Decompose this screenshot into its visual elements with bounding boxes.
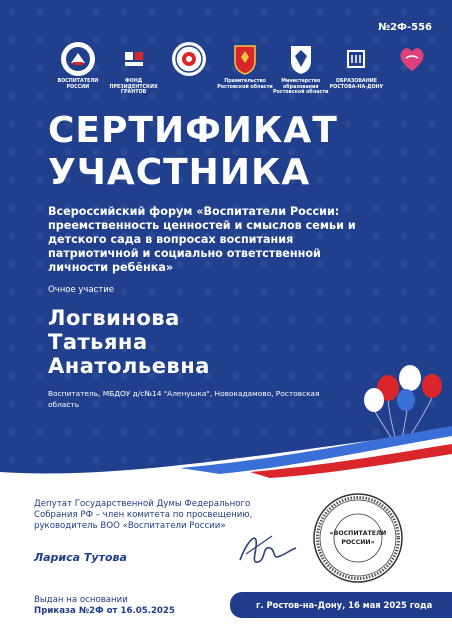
coat-of-arms-icon: [232, 43, 258, 75]
issue-basis-line2: Приказа №2Ф от 16.05.2025: [34, 606, 175, 616]
svg-text:РОССИИ»: РОССИИ»: [341, 539, 375, 546]
grants-fund-icon: [121, 46, 147, 72]
vospitateli-rossii-icon: [64, 45, 92, 73]
logo-caption: ОБРАЗОВАНИЕ РОСТОВА-НА-ДОНУ: [329, 79, 384, 90]
issue-basis-line1: Выдан на основании: [34, 595, 128, 605]
certificate-title-line1: СЕРТИФИКАТ: [48, 110, 338, 151]
participant-position: Воспитатель, МБДОУ д/с№14 "Аленушка", Новокадамово, Ростовская область: [48, 389, 320, 409]
vospitateli-rossii-logo: [50, 42, 106, 90]
partner-logos-row: [50, 42, 440, 104]
rostov-ministry-emblem: [273, 42, 329, 96]
rostov-education-logo: [329, 42, 385, 90]
logo-caption: ФОНД ПРЕЗИДЕНТСКИХ ГРАНТОВ: [109, 79, 158, 96]
city-date: г. Ростов-на-Дону, 16 мая 2025 года: [256, 600, 433, 610]
issue-basis: [34, 595, 175, 617]
certificate-title-line2: УЧАСТНИКА: [48, 152, 311, 193]
participation-mode: Очное участие: [48, 285, 115, 295]
logo-caption: ВОСПИТАТЕЛИ РОССИИ: [57, 79, 99, 90]
svg-text:«ВОСПИТАТЕЛИ: «ВОСПИТАТЕЛИ: [329, 530, 387, 537]
presidential-grants-fund-logo: [106, 42, 162, 96]
rostov-government-emblem: [217, 42, 273, 90]
round-emblem-icon: [174, 44, 204, 74]
logo-caption: Правительство Ростовской области: [217, 79, 273, 90]
participant-first-name: Татьяна: [48, 330, 148, 354]
heart-logo: [384, 42, 440, 76]
official-seal-image: [312, 492, 404, 584]
heart-icon: [396, 44, 428, 74]
participant-last-name: Логвинова: [48, 306, 180, 330]
education-book-icon: [343, 46, 369, 72]
signer-name: Лариса Тутова: [34, 551, 127, 564]
deputy-title: Депутат Государственной Думы Федерального Собрания РФ – член комитета по просвещению, руководитель ВОО «Воспитатели России»: [34, 499, 253, 531]
participant-patronymic: Анатольевна: [48, 354, 210, 378]
signature-image: [232, 524, 302, 574]
round-emblem-logo: [161, 42, 217, 76]
ministry-emblem-icon: [288, 43, 314, 75]
logo-caption: Министерство образования Ростовской области: [272, 79, 329, 96]
certificate-number: №2Ф-556: [378, 22, 432, 33]
forum-description: Всероссийский форум «Воспитатели России: преемственность ценностей и смыслов семьи и детского сада в вопросах воспитания патриотичной и социально ответственной личности ребёнка»: [48, 205, 356, 274]
